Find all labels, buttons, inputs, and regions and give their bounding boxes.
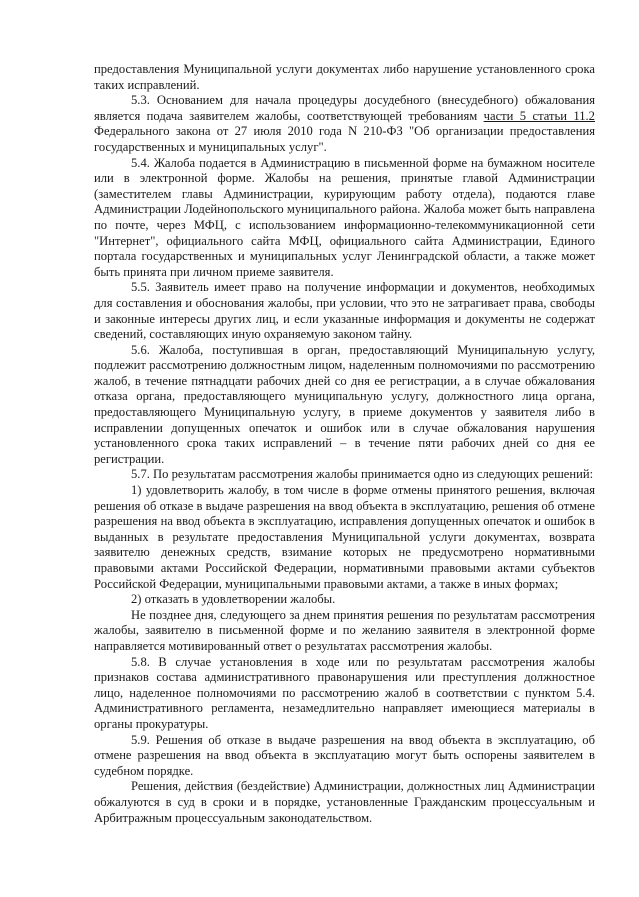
paragraph-5-6: 5.6. Жалоба, поступившая в орган, предоставляющий Муниципальную услугу, подлежит рассмотрению должностным лицом, наделенным полномочиями по рассмотрению жалоб, в течение пятнадцати рабочих дней со дня ее регистрации, а в случае обжалования отказа органа, предоставляющего муниципальную услугу, должностного лица органа, предоставляющего Муниципальную услугу, в приеме документов у заявителя либо в исправлении допущенных опечаток и ошибок или в случае обжалования нарушения установленного срока таких исправлений – в течение пяти рабочих дней со дня ее регистрации. bbox=[94, 342, 595, 466]
paragraph-court-appeal: Решения, действия (бездействие) Администрации, должностных лиц Администрации обжалуются в суд в сроки и в порядке, установленные Гражданским процессуальным и Арбитражным процессуальным законодательством. bbox=[94, 779, 595, 825]
paragraph-5-3-text-end: Федерального закона от 27 июля 2010 года N 210-ФЗ "Об организации предоставления государственных и муниципальных услуг". bbox=[94, 124, 595, 154]
paragraph-5-8: 5.8. В случае установления в ходе или по результатам рассмотрения жалобы признаков состава административного правонарушения или преступления должностное лицо, наделенное полномочиями по рассмотрению жалоб в соответствии с пунктом 5.4. Административного регламента, незамедлительно направляет имеющиеся материалы в органы прокуратуры. bbox=[94, 654, 595, 731]
paragraph-response-deadline: Не позднее дня, следующего за днем принятия решения по результатам рассмотрения жалобы, заявителю в письменной форме и по желанию заявителя в электронной форме направляется мотивированный ответ о результатах рассмотрения жалобы. bbox=[94, 607, 595, 653]
list-item-1: 1) удовлетворить жалобу, в том числе в форме отмены принятого решения, включая решения об отказе в выдаче разрешения на ввод объекта в эксплуатацию, решения об отмене разрешения на ввод объекта в эксплуатацию, исправления допущенных опечаток и ошибок в выданных в результате предоставления Муниципальной услуги документах, возврата заявителю денежных средств, взимание которых не предусмотрено нормативными правовыми актами Российской Федерации, нормативными правовыми актами субъектов Российской Федерации, муниципальными правовыми актами, а также в иных формах; bbox=[94, 483, 595, 591]
paragraph-5-7: 5.7. По результатам рассмотрения жалобы принимается одно из следующих решений: bbox=[131, 467, 594, 482]
paragraph-5-3 bbox=[94, 93, 595, 155]
law-reference-link[interactable]: части 5 статьи 11.2 bbox=[483, 108, 595, 123]
paragraph-5-4: 5.4. Жалоба подается в Администрацию в письменной форме на бумажном носителе или в электронной форме. Жалобы на решения, принятые главой Администрации (заместителем главы Администрации, курирующим работу отдела), подаются главе Администрации Лодейнопольского муниципального района. Жалоба может быть направлена по почте, через МФЦ, с использованием информационно-телекоммуникационной сети "Интернет", официального сайта МФЦ, официального сайта Администрации, Единого портала государственных и муниципальных услуг Ленинградской области, а также может быть принята при личном приеме заявителя. bbox=[94, 155, 595, 279]
paragraph-5-9: 5.9. Решения об отказе в выдаче разрешения на ввод объекта в эксплуатацию, об отмене разрешения на ввод объекта в эксплуатацию могут быть оспорены заявителем в судебном порядке. bbox=[94, 732, 595, 778]
paragraph-5-5: 5.5. Заявитель имеет право на получение информации и документов, необходимых для составления и обоснования жалобы, при условии, что это не затрагивает права, свободы и законные интересы других лиц, и если указанные информация и документы не содержат сведений, составляющих иную охраняемую законом тайну. bbox=[94, 280, 595, 342]
paragraph-continuation: предоставления Муниципальной услуги документах либо нарушение установленного срока таких исправлений. bbox=[94, 62, 595, 92]
list-item-2: 2) отказать в удовлетворении жалобы. bbox=[131, 592, 336, 607]
paragraph-5-3-text-start: 5.3. Основанием для начала процедуры досудебного (внесудебного) обжалования является подача заявителем жалобы, соответствующей требованиям bbox=[94, 93, 595, 123]
